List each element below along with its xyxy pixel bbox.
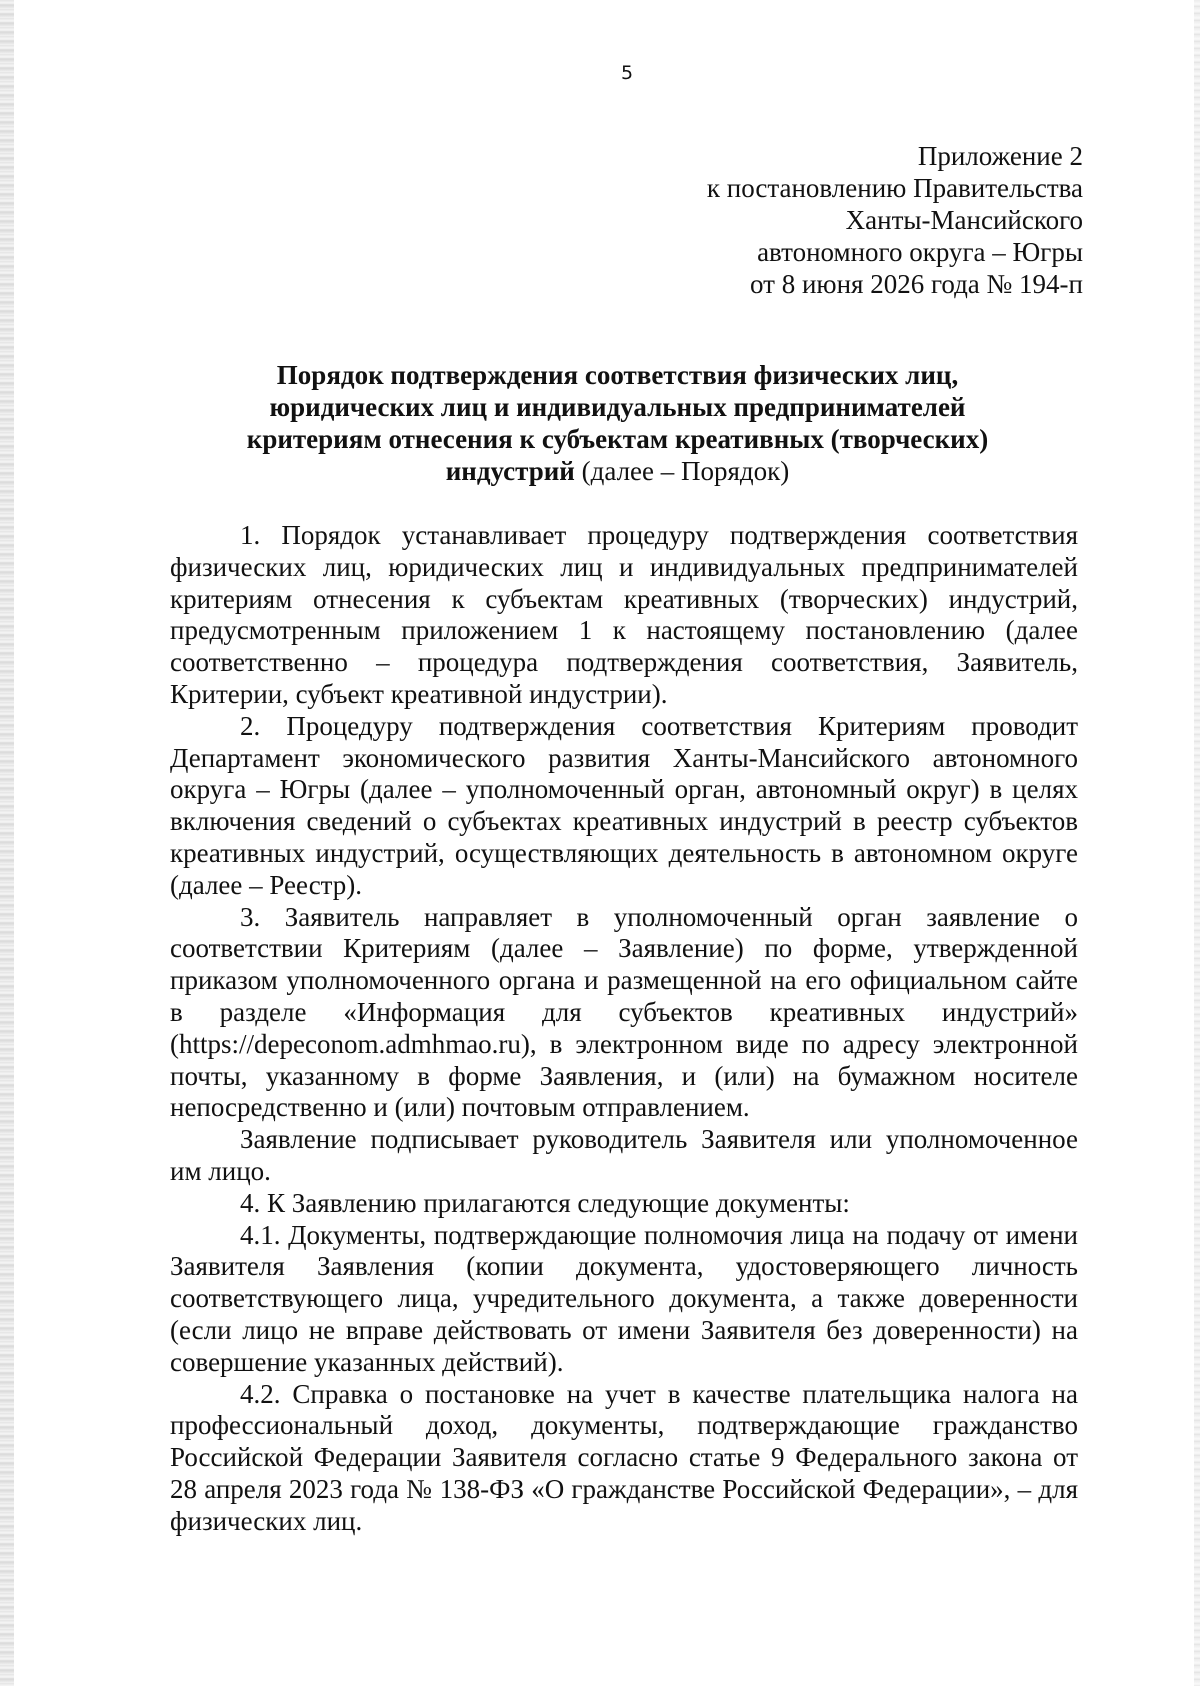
- paragraph-3: 3. Заявитель направляет в уполномоченный орган заявление о соответствии Критериям (далее – Заявление) по форме, утвержденной приказом уполномоченного органа и размещенной на его официальном сайте в разделе «Информация для субъектов креативных индустрий» (https://depeconom.admhmao.ru), в электронном виде по адресу электронной почты, указанному в форме Заявления, и (или) на бумажном носителе непосредственно и (или) почтовым отправлением.: [170, 901, 1078, 1123]
- title-last-bold: индустрий: [445, 456, 575, 486]
- title-line: критериям отнесения к субъектам креативных (творческих): [246, 424, 989, 454]
- annex-line: Приложение 2: [917, 141, 1083, 171]
- title-line: юридических лиц и индивидуальных предпринимателей: [269, 392, 966, 422]
- document-body: [170, 520, 1078, 1538]
- scan-edge-right: [1194, 0, 1200, 1686]
- annex-line: Ханты-Мансийского: [845, 205, 1083, 235]
- annex-line: к постановлению Правительства: [706, 173, 1083, 203]
- page-number: 5: [620, 62, 634, 84]
- scan-edge-left: [0, 0, 14, 1686]
- annex-header: [707, 140, 1083, 300]
- title-last-normal: (далее – Порядок): [574, 456, 790, 486]
- annex-line: автономного округа – Югры: [757, 237, 1083, 267]
- paragraph-3-signature: Заявление подписывает руководитель Заявителя или уполномоченное им лицо.: [170, 1124, 1078, 1186]
- title-last-line: [170, 455, 1065, 487]
- annex-line: от 8 июня 2026 года № 194-п: [750, 269, 1083, 299]
- paragraph-4-1: 4.1. Документы, подтверждающие полномочия лица на подачу от имени Заявителя Заявления (копии документа, удостоверяющего личность соответствующего лица, учредительного документа, а также доверенности (если лицо не вправе действовать от имени Заявителя без доверенности) на совершение указанных действий).: [170, 1219, 1078, 1377]
- title-line: Порядок подтверждения соответствия физических лиц,: [276, 360, 959, 390]
- paragraph-4: 4. К Заявлению прилагаются следующие документы:: [240, 1187, 850, 1218]
- document-title: [170, 359, 1065, 487]
- paragraph-2: 2. Процедуру подтверждения соответствия Критериям проводит Департамент экономического развития Ханты-Мансийского автономного округа – Югры (далее – уполномоченный орган, автономный округ) в целях включения сведений о субъектах креативных индустрий в реестр субъектов креативных индустрий, осуществляющих деятельность в автономном округе (далее – Реестр).: [170, 710, 1078, 900]
- paragraph-4-2: 4.2. Справка о постановке на учет в качестве плательщика налога на профессиональный доход, документы, подтверждающие гражданство Российской Федерации Заявителя согласно статье 9 Федерального закона от 28 апреля 2023 года № 138-ФЗ «О гражданстве Российской Федерации», – для физических лиц.: [170, 1378, 1078, 1536]
- paragraph-1: 1. Порядок устанавливает процедуру подтверждения соответствия физических лиц, юридических лиц и индивидуальных предпринимателей критериям отнесения к субъектам креативных (творческих) индустрий, предусмотренным приложением 1 к настоящему постановлению (далее соответственно – процедура подтверждения соответствия, Заявитель, Критерии, субъект креативной индустрии).: [170, 520, 1078, 709]
